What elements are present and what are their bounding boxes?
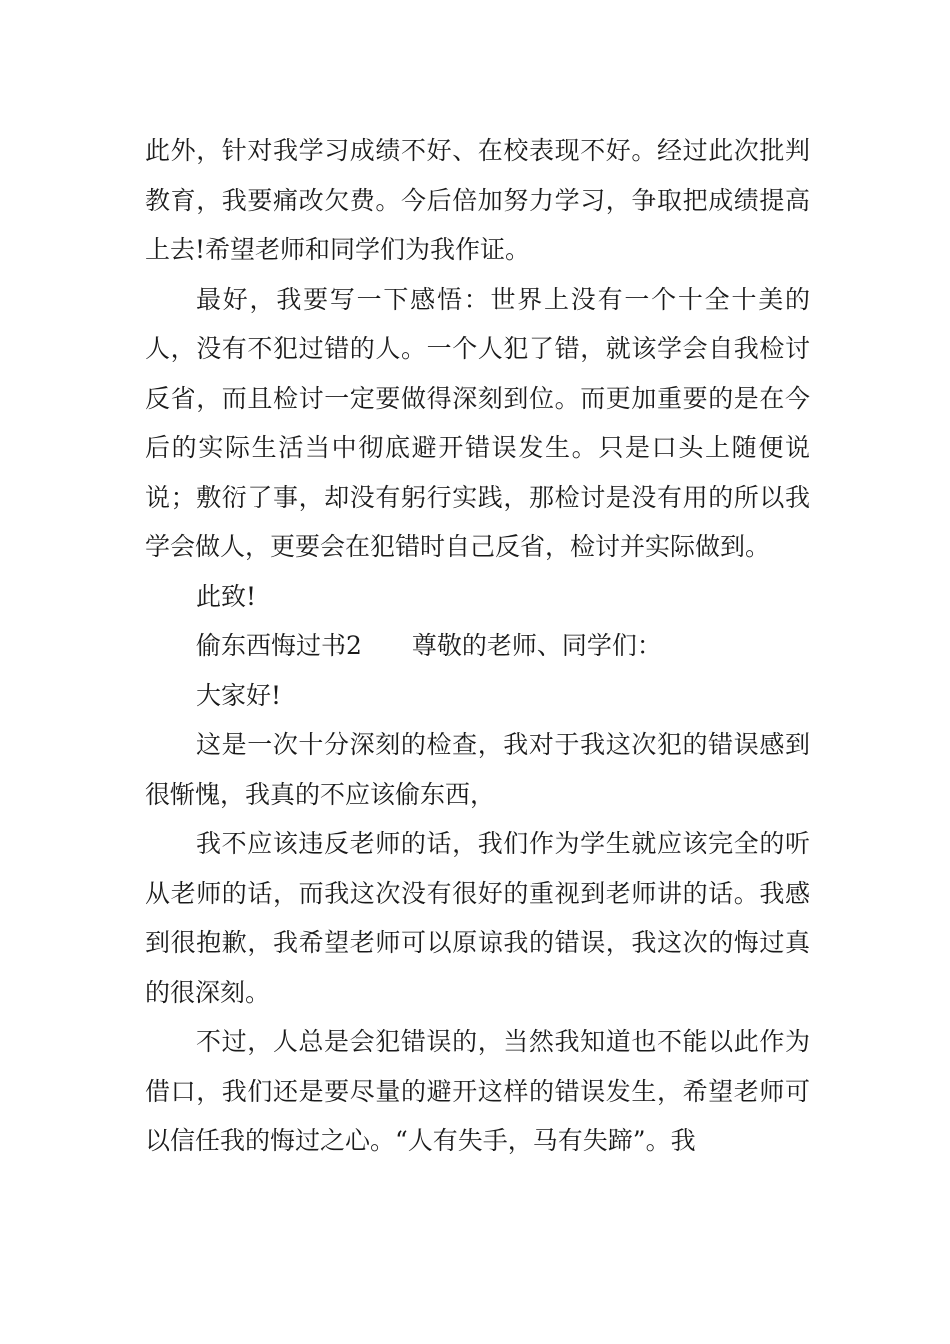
document-body	[145, 126, 810, 1166]
paragraph-5: 不过，人总是会犯错误的，当然我知道也不能以此作为借口，我们还是要尽量的避开这样的错误发生，希望老师可以信任我的悔过之心。“人有失手，马有失蹄”。我	[145, 1027, 810, 1155]
heading-line	[145, 621, 810, 671]
paragraph-4: 我不应该违反老师的话，我们作为学生就应该完全的听从老师的话，而我这次没有很好的重视到老师讲的话。我感到很抱歉，我希望老师可以原谅我的错误，我这次的悔过真的很深刻。	[145, 829, 810, 1007]
document-title: 偷东西悔过书2	[196, 631, 362, 660]
paragraph-2: 最好，我要写一下感悟：世界上没有一个十全十美的人，没有不犯过错的人。一个人犯了错，就该学会自我检讨反省，而且检讨一定要做得深刻到位。而更加重要的是在今后的实际生活当中彻底避开错误发生。只是口头上随便说说；敷衍了事，却没有躬行实践，那检讨是没有用的所以我学会做人，更要会在犯错时自己反省，检讨并实际做到。	[145, 284, 810, 561]
closing-line: 此致!	[196, 581, 257, 611]
paragraph-1: 此外，针对我学习成绩不好、在校表现不好。经过此次批判教育，我要痛改欠费。今后倍加努力学习，争取把成绩提高上去!希望老师和同学们为我作证。	[145, 136, 810, 264]
greeting: 大家好!	[196, 680, 282, 710]
salutation: 尊敬的老师、同学们：	[411, 631, 662, 660]
paragraph-3: 这是一次十分深刻的检查，我对于我这次犯的错误感到很惭愧，我真的不应该偷东西，	[145, 730, 810, 809]
